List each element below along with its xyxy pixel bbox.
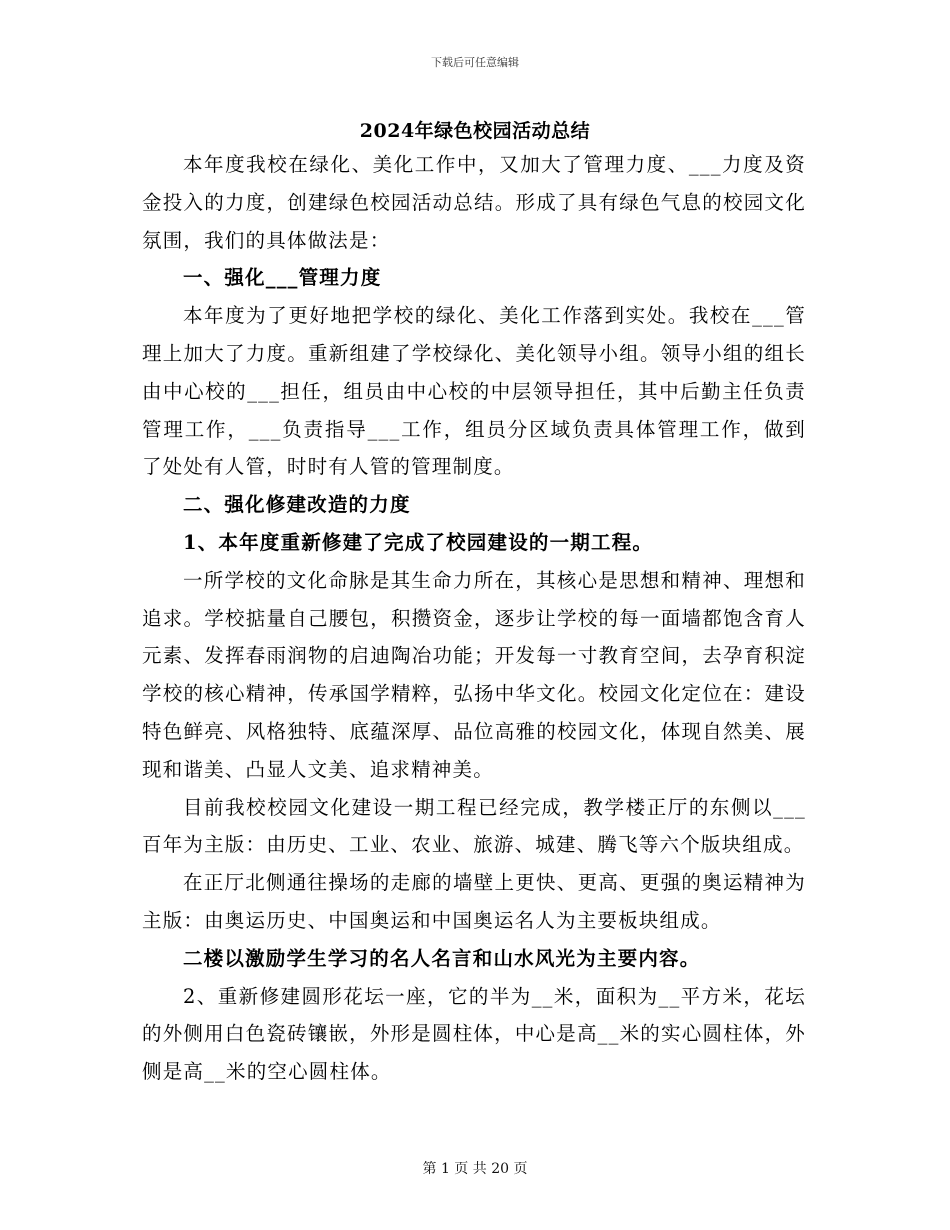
- second-floor-paragraph: 二楼以激励学生学习的名人名言和山水风光为主要内容。: [182, 946, 701, 970]
- section-heading-2: 二、强化修建改造的力度: [182, 493, 411, 517]
- olympic-paragraph: 在正厅北侧通往操场的走廊的墙壁上更快、更高、更强的奥运精神为主版：由奥运历史、中国奥运和中国奥运名人为主要板块组成。: [142, 871, 806, 932]
- flowerbed-paragraph: 2、重新修建圆形花坛一座，它的半为__米，面积为__平方米，花坛的外侧用白色瓷砖镶嵌，外形是圆柱体，中心是高__米的实心圆柱体，外侧是高__米的空心圆柱体。: [142, 984, 806, 1084]
- culture-paragraph: 一所学校的文化命脉是其生命力所在，其核心是思想和精神、理想和追求。学校掂量自己腰包，积攒资金，逐步让学校的每一面墙都饱含育人元素、发挥春雨润物的启迪陶冶功能；开发每一寸教育空间，去孕育积淀学校的核心精神，传承国学精粹，弘扬中华文化。校园文化定位在：建设特色鲜亮、风格独特、底蕴深厚、品位高雅的校园文化，体现自然美、展现和谐美、凸显人文美、追求精神美。: [142, 568, 806, 781]
- section-1-paragraph: 本年度为了更好地把学校的绿化、美化工作落到实处。我校在___管理上加大了力度。重新组建了学校绿化、美化领导小组。领导小组的组长由中心校的___担任，组员由中心校的中层领导担任，其中后勤主任负责管理工作，___负责指导___工作，组员分区域负责具体管理工作，做到了处处有人管，时时有人管的管理制度。: [142, 304, 806, 479]
- subsection-heading-1: 1、本年度重新修建了完成了校园建设的一期工程。: [182, 530, 654, 554]
- intro-paragraph: 本年度我校在绿化、美化工作中，又加大了管理力度、___力度及资金投入的力度，创建绿色校园活动总结。形成了具有绿色气息的校园文化氛围，我们的具体做法是：: [142, 153, 806, 252]
- page-footer: 第 1 页 共 20 页: [422, 1161, 528, 1177]
- document-title: 2024年绿色校园活动总结: [359, 120, 591, 142]
- phase-one-paragraph: 目前我校校园文化建设一期工程已经完成，教学楼正厅的东侧以___百年为主版：由历史、工业、农业、旅游、城建、腾飞等六个版块组成。: [142, 795, 806, 857]
- document-body: [142, 146, 806, 1091]
- section-heading-1: 一、强化___管理力度: [182, 266, 382, 290]
- header-note: 下载后可任意编辑: [431, 56, 519, 69]
